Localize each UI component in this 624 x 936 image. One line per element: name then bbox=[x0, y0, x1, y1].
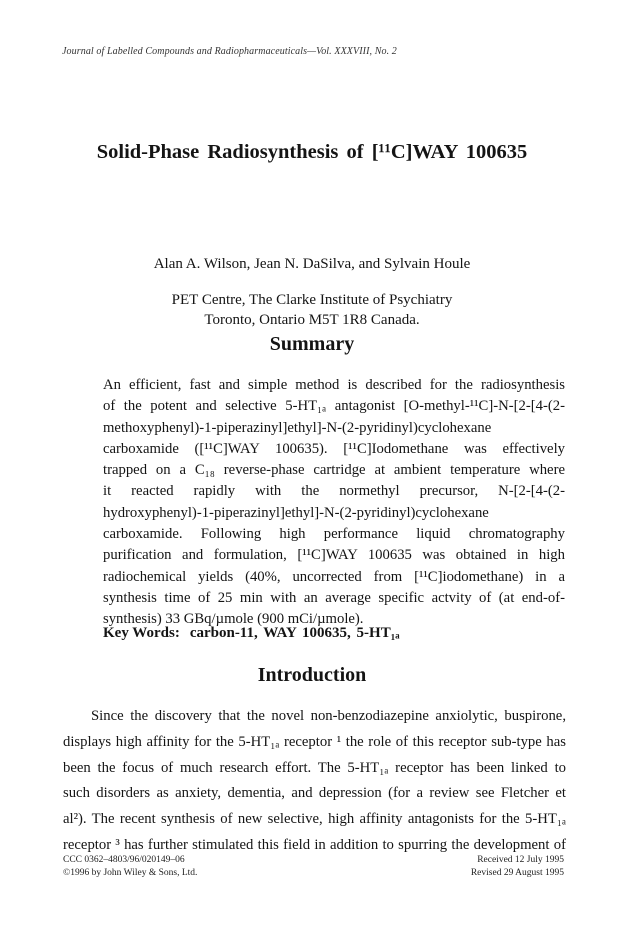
footer-revised: Revised 29 August 1995 bbox=[470, 868, 564, 878]
summary-line: radiochemical yields (40%, uncorrected from [¹¹C]iodomethane) in a bbox=[103, 568, 565, 585]
introduction-line: such disorders as anxiety, dementia, and depression (for a review see Fletcher et bbox=[63, 785, 566, 802]
summary-line: it reacted rapidly with the normethyl precursor, N-[2-[4-(2- bbox=[103, 483, 565, 500]
authors: Alan A. Wilson, Jean N. DaSilva, and Sylvain Houle bbox=[153, 256, 471, 272]
summary-line: carboxamide. Following high performance liquid chromatography bbox=[103, 526, 565, 543]
summary-line: synthesis time of 25 min with an average specific actvity of (at end-of- bbox=[103, 589, 565, 606]
paper-title: Solid-Phase Radiosynthesis of [¹¹C]WAY 100635 bbox=[96, 141, 528, 163]
summary-line: trapped on a C₁₈ reverse-phase cartridge at ambient temperature where bbox=[103, 462, 565, 479]
footer-code: CCC 0362–4803/96/020149–06 bbox=[63, 855, 185, 865]
introduction-heading: Introduction bbox=[257, 664, 367, 686]
summary-line: synthesis) 33 GBq/µmole (900 mCi/µmole). bbox=[103, 611, 364, 628]
summary-line: carboxamide ([¹¹C]WAY 100635). [¹¹C]Iodomethane was effectively bbox=[103, 440, 565, 457]
summary-body bbox=[103, 375, 565, 631]
introduction-line: al²). The recent synthesis of new selective, high affinity antagonists for the 5-HT₁ₐ bbox=[63, 811, 566, 828]
introduction-line: displays high affinity for the 5-HT₁ₐ receptor ¹ the role of this receptor sub-type has bbox=[63, 733, 566, 750]
introduction-line: receptor ³ has further stimulated this field in addition to spurring the development of bbox=[63, 836, 566, 853]
introduction-line: Since the discovery that the novel non-benzodiazepine anxiolytic, buspirone, bbox=[91, 708, 566, 724]
key-words bbox=[103, 625, 400, 642]
summary-line: methoxyphenyl)-1-piperazinyl]ethyl]-N-(2-pyridinyl)cyclohexane bbox=[103, 419, 492, 436]
footer-received: Received 12 July 1995 bbox=[477, 855, 564, 865]
footer-right bbox=[471, 854, 564, 880]
affiliation bbox=[0, 290, 624, 330]
summary-line: hydroxyphenyl)-1-piperazinyl]ethyl]-N-(2-pyridinyl)cyclohexane bbox=[103, 504, 489, 521]
introduction-body bbox=[63, 704, 566, 859]
journal-header: Journal of Labelled Compounds and Radiopharmaceuticals—Vol. XXXVIII, No. 2 bbox=[62, 46, 397, 57]
summary-line: An efficient, fast and simple method is described for the radiosynthesis bbox=[103, 377, 565, 393]
key-words-values: carbon-11, WAY 100635, 5-HT₁ₐ bbox=[189, 625, 400, 641]
key-words-label: Key Words: bbox=[103, 625, 180, 641]
footer-copyright: ©1996 by John Wiley & Sons, Ltd. bbox=[63, 868, 198, 878]
footer-left bbox=[63, 854, 197, 880]
affiliation-line-2: Toronto, Ontario M5T 1R8 Canada. bbox=[204, 312, 420, 328]
summary-line: purification and formulation, [¹¹C]WAY 100635 was obtained in high bbox=[103, 547, 565, 564]
summary-heading: Summary bbox=[269, 333, 355, 355]
introduction-line: been the focus of much research effort. The 5-HT₁ₐ receptor has been linked to bbox=[63, 759, 566, 776]
affiliation-line-1: PET Centre, The Clarke Institute of Psychiatry bbox=[171, 292, 453, 308]
summary-line: of the potent and selective 5-HT₁ₐ antagonist [O-methyl-¹¹C]-N-[2-[4-(2- bbox=[103, 398, 565, 415]
